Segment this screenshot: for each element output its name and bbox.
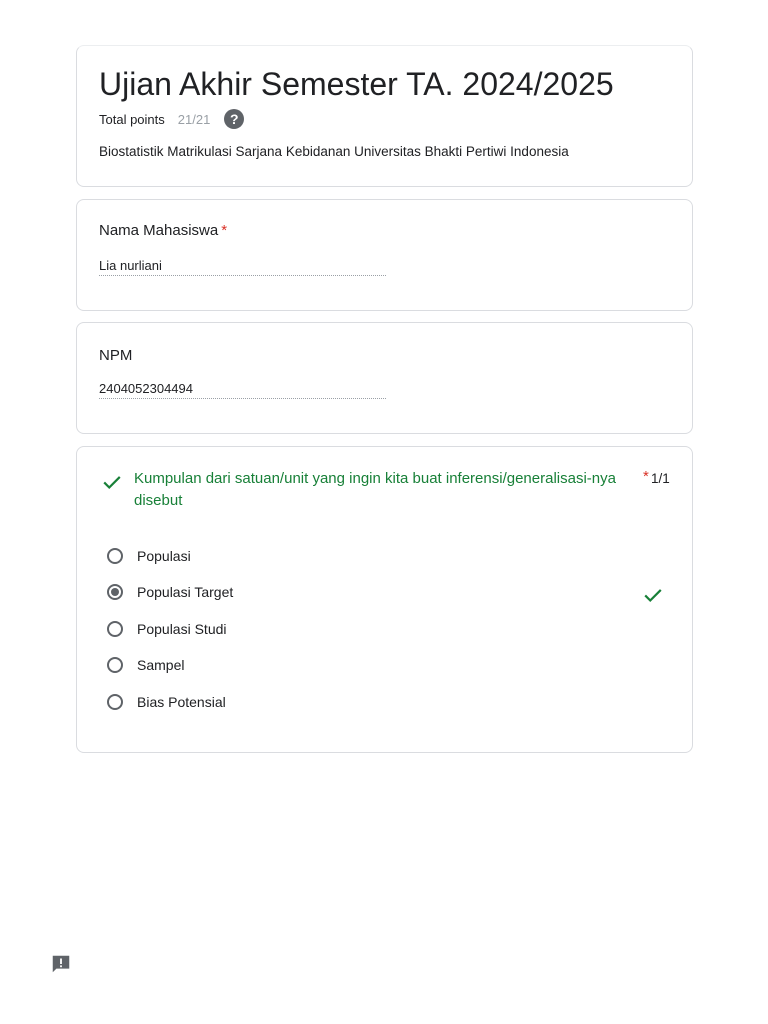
form-title: Ujian Akhir Semester TA. 2024/2025 — [99, 66, 614, 102]
radio-button[interactable] — [107, 657, 123, 673]
total-points-label: Total points — [99, 111, 165, 127]
question-card-1 — [76, 446, 693, 753]
answer-text: 2404052304494 — [99, 381, 386, 399]
option-label: Populasi — [137, 548, 191, 564]
radio-selected-dot — [111, 588, 119, 596]
total-points-row — [99, 109, 244, 129]
question-label: NPM — [99, 347, 133, 364]
option-populasi[interactable] — [107, 544, 191, 568]
form-description: Biostatistik Matrikulasi Sarjana Kebidanan Universitas Bhakti Pertiwi Indonesia — [99, 144, 569, 159]
question-label — [99, 222, 227, 239]
question-score: 1/1 — [651, 471, 670, 486]
feedback-icon[interactable] — [50, 953, 72, 975]
option-bias-potensial[interactable] — [107, 690, 226, 714]
form-header-card — [76, 45, 693, 187]
option-sampel[interactable] — [107, 653, 184, 677]
question-label-text: Nama Mahasiswa — [99, 222, 219, 239]
required-asterisk: * — [643, 468, 649, 485]
help-icon[interactable]: ? — [224, 109, 244, 129]
radio-button[interactable] — [107, 621, 123, 637]
total-points-value: 21/21 — [177, 111, 211, 127]
question-text: Kumpulan dari satuan/unit yang ingin kita buat inferensi/generalisasi-nya disebut — [134, 470, 616, 509]
radio-button[interactable] — [107, 548, 123, 564]
check-icon — [101, 471, 123, 493]
question-card-nama — [76, 199, 693, 311]
radio-button[interactable] — [107, 694, 123, 710]
option-populasi-target[interactable] — [107, 580, 233, 604]
answer-text: Lia nurliani — [99, 258, 386, 276]
option-label: Populasi Studi — [137, 621, 227, 637]
question-card-npm — [76, 322, 693, 434]
radio-button-selected[interactable] — [107, 584, 123, 600]
option-label: Bias Potensial — [137, 694, 226, 710]
option-label: Populasi Target — [137, 584, 234, 600]
option-label: Sampel — [137, 657, 185, 673]
required-asterisk: * — [221, 222, 228, 239]
check-icon — [642, 584, 664, 606]
option-populasi-studi[interactable] — [107, 617, 227, 641]
